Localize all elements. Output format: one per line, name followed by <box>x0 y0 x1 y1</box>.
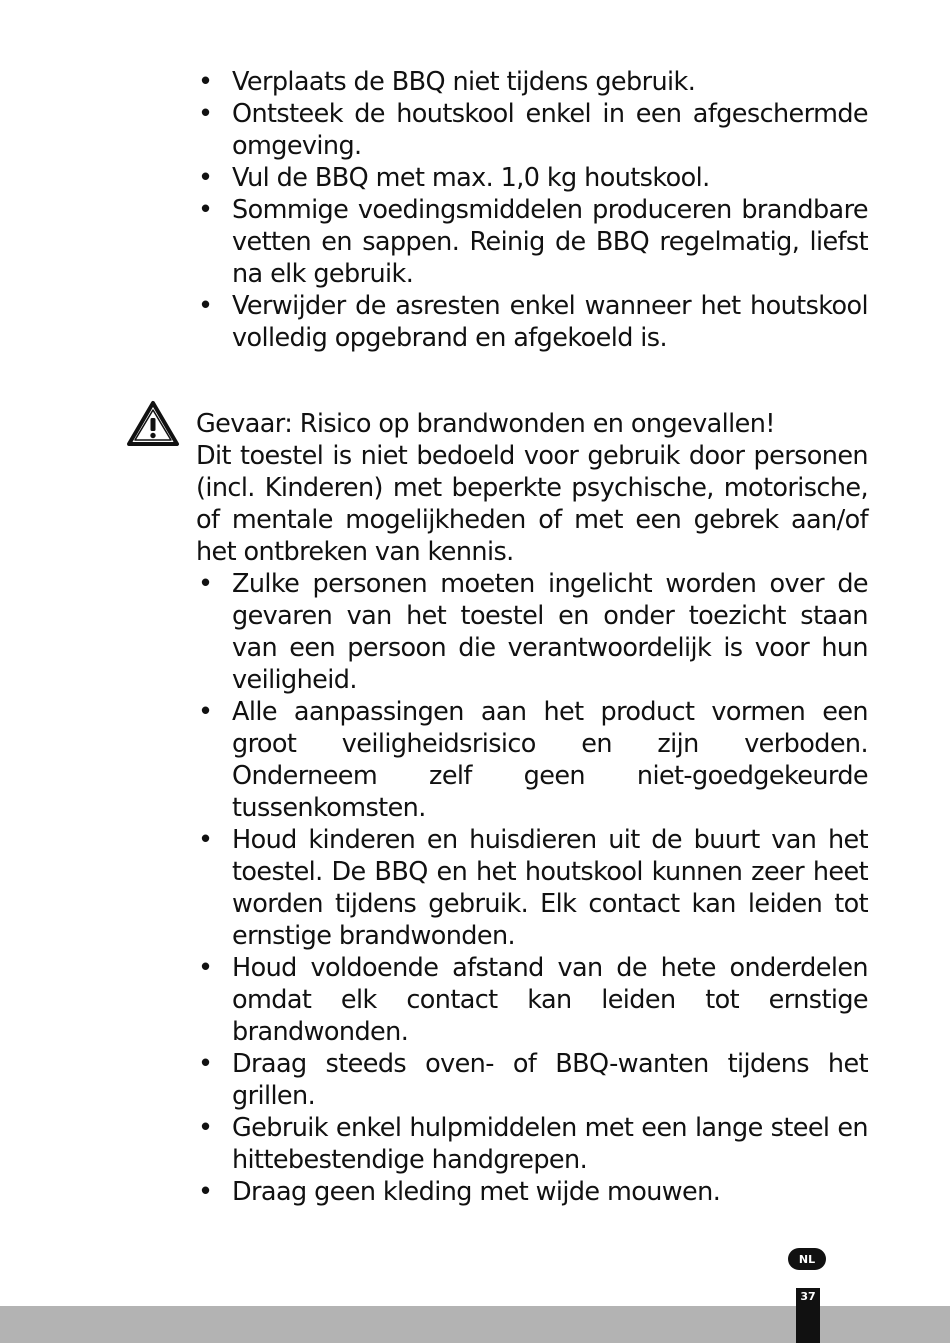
bullet-icon: • <box>198 1177 213 1207</box>
list-item-text: Alle aanpassingen aan het product vormen een groot veiligheidsrisico en zijn verboden. Onderneem zelf geen niet-goedgekeurde tussenkomsten. <box>232 697 868 823</box>
list-item-text: Sommige voedingsmiddelen produceren brandbare vetten en sappen. Reinig de BBQ regelmatig, liefst na elk gebruik. <box>232 195 868 289</box>
bullet-list-warning <box>196 568 868 1208</box>
list-item-text: Zulke personen moeten ingelicht worden over de gevaren van het toestel en onder toezicht staan van een persoon die verantwoordelijk is voor hun veiligheid. <box>232 569 868 695</box>
list-item-text: Vul de BBQ met max. 1,0 kg houtskool. <box>232 163 710 193</box>
bullet-icon: • <box>198 953 213 983</box>
list-item-text: Draag steeds oven- of BBQ-wanten tijdens het grillen. <box>232 1049 868 1111</box>
list-item <box>196 290 868 354</box>
bullet-icon: • <box>198 163 213 193</box>
page-content <box>196 66 868 1208</box>
list-item <box>196 162 868 194</box>
bullet-icon: • <box>198 195 213 225</box>
warning-section <box>196 408 868 1208</box>
list-item <box>196 696 868 824</box>
warning-title: Gevaar: Risico op brandwonden en ongevallen! <box>196 409 775 439</box>
list-item-text: Draag geen kleding met wijde mouwen. <box>232 1177 721 1207</box>
list-item <box>196 824 868 952</box>
list-item <box>196 1112 868 1176</box>
bullet-icon: • <box>198 1113 213 1143</box>
list-item-text: Verplaats de BBQ niet tijdens gebruik. <box>232 67 696 97</box>
language-badge: NL <box>788 1248 826 1270</box>
list-item-text: Houd kinderen en huisdieren uit de buurt van het toestel. De BBQ en het houtskool kunnen zeer heet worden tijdens gebruik. Elk contact kan leiden tot ernstige brandwonden. <box>232 825 868 951</box>
bullet-list-general <box>196 66 868 354</box>
warning-triangle-icon <box>126 400 180 448</box>
list-item-text: Ontsteek de houtskool enkel in een afgeschermde omgeving. <box>232 99 868 161</box>
list-item <box>196 194 868 290</box>
list-item <box>196 66 868 98</box>
list-item-text: Gebruik enkel hulpmiddelen met een lange steel en hittebestendige handgrepen. <box>232 1113 868 1175</box>
list-item <box>196 568 868 696</box>
list-item <box>196 98 868 162</box>
bullet-icon: • <box>198 569 213 599</box>
list-item-text: Houd voldoende afstand van de hete onderdelen omdat elk contact kan leiden tot ernstige brandwonden. <box>232 953 868 1047</box>
bullet-icon: • <box>198 825 213 855</box>
bullet-icon: • <box>198 99 213 129</box>
section-spacer <box>196 354 868 408</box>
bullet-icon: • <box>198 697 213 727</box>
list-item <box>196 1176 868 1208</box>
warning-text: Dit toestel is niet bedoeld voor gebruik door personen (incl. Kinderen) met beperkte psychische, motorische, of mentale mogelijkheden of met een gebrek aan/of het ontbreken van kennis. <box>196 441 868 567</box>
page-number: 37 <box>800 1290 816 1303</box>
list-item-text: Verwijder de asresten enkel wanneer het houtskool volledig opgebrand en afgekoeld is. <box>232 291 868 353</box>
list-item <box>196 952 868 1048</box>
bullet-icon: • <box>198 1049 213 1079</box>
bullet-icon: • <box>198 291 213 321</box>
bullet-icon: • <box>198 67 213 97</box>
list-item <box>196 1048 868 1112</box>
